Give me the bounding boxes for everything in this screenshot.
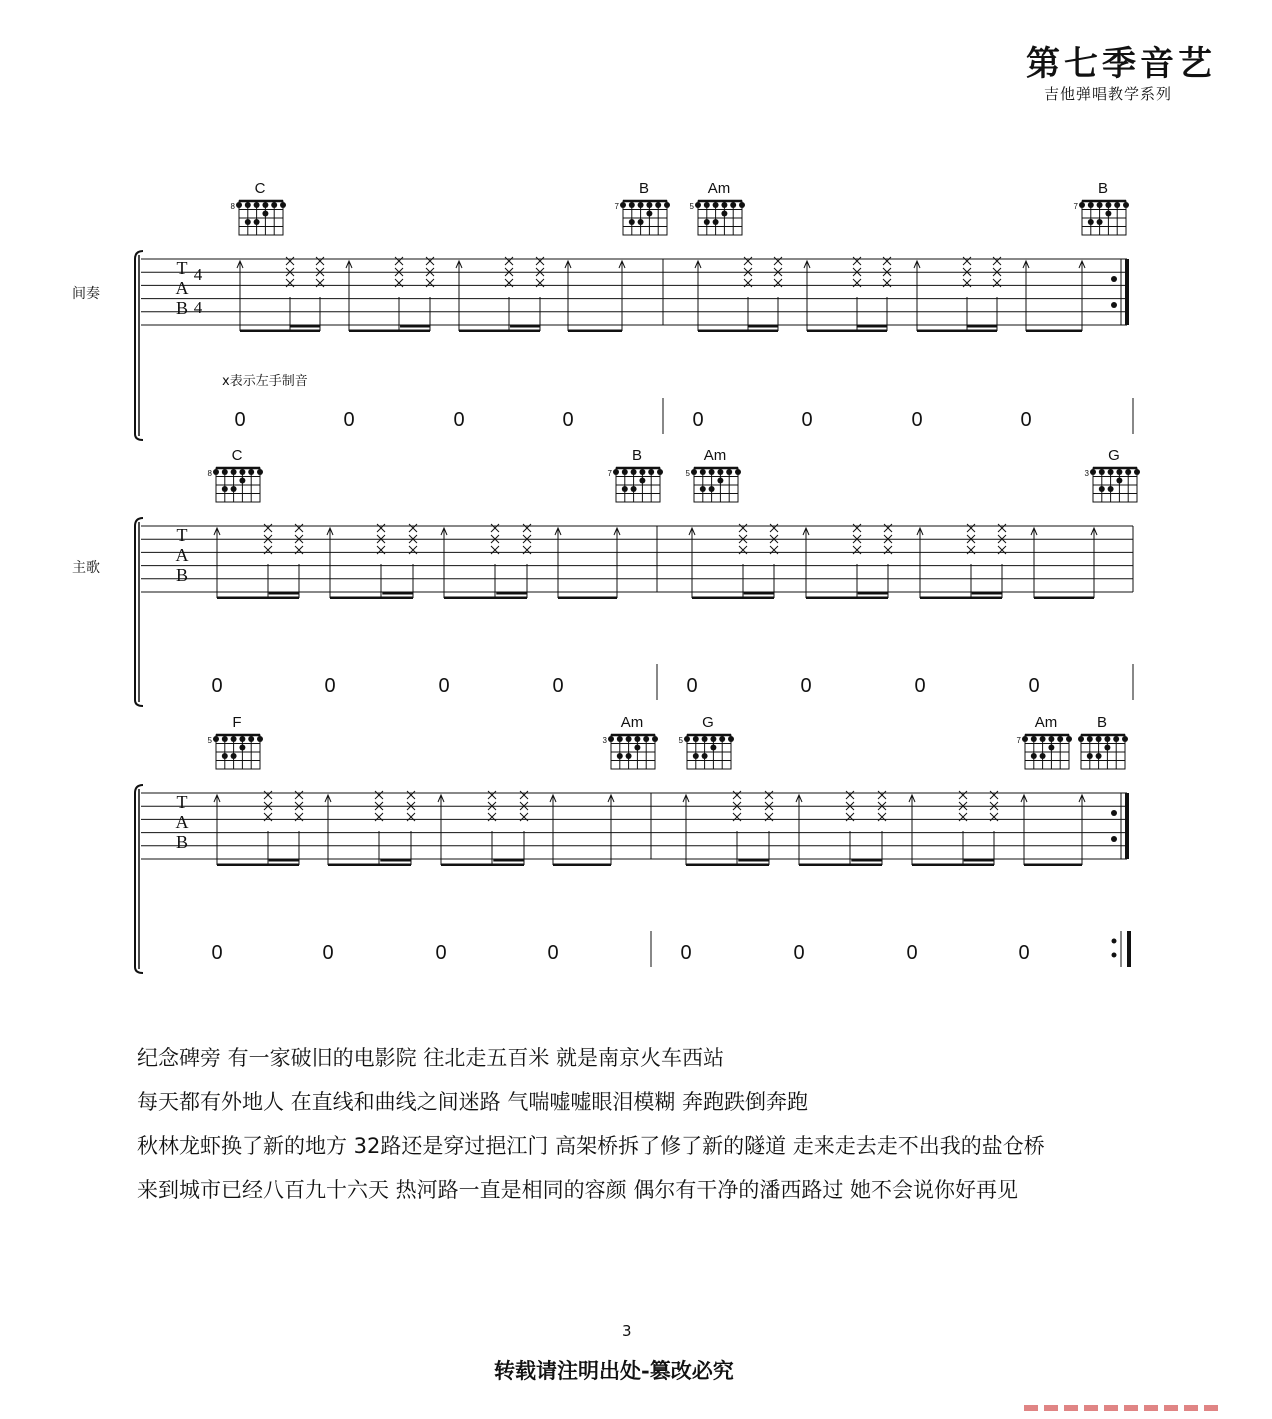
time-signature-top: 4 — [193, 265, 203, 284]
finger-dot — [622, 486, 628, 492]
mute-x-mark — [846, 791, 854, 799]
mute-x-mark — [884, 524, 892, 532]
mute-x-mark — [264, 791, 272, 799]
tab-letter: B — [175, 832, 189, 852]
finger-dot — [646, 202, 652, 208]
mute-x-mark — [963, 257, 971, 265]
finger-dot — [652, 736, 658, 742]
rhythm-count: 0 — [1028, 675, 1040, 697]
finger-dot — [1031, 736, 1037, 742]
finger-dot — [231, 486, 237, 492]
mute-x-mark — [878, 791, 886, 799]
finger-dot — [1078, 736, 1084, 742]
beam-secondary — [964, 859, 994, 862]
finger-dot — [280, 202, 286, 208]
mute-x-mark — [407, 791, 415, 799]
finger-dot — [1087, 753, 1093, 759]
chord-name: Am — [620, 714, 644, 731]
finger-dot — [717, 469, 723, 475]
beam — [807, 330, 887, 333]
mute-x-mark — [286, 257, 294, 265]
beam — [558, 597, 617, 600]
finger-dot — [617, 753, 623, 759]
finger-dot — [1096, 736, 1102, 742]
finger-dot — [1104, 745, 1110, 751]
finger-dot — [222, 469, 228, 475]
finger-dot — [1108, 486, 1114, 492]
chord-diagram — [603, 735, 658, 769]
finger-dot — [1066, 736, 1072, 742]
finger-dot — [717, 478, 723, 484]
beam — [553, 864, 611, 867]
beam — [920, 597, 1002, 600]
finger-dot — [1040, 753, 1046, 759]
mute-x-mark — [395, 257, 403, 265]
finger-dot — [638, 219, 644, 225]
chord-name: C — [254, 180, 266, 197]
finger-dot — [1114, 202, 1120, 208]
beam — [568, 330, 622, 333]
finger-dot — [646, 211, 652, 217]
beam-secondary — [382, 592, 413, 595]
repeat-dot — [1112, 939, 1117, 944]
finger-dot — [1099, 469, 1105, 475]
rhythm-count: 0 — [324, 675, 336, 697]
fret-number: 8 — [207, 469, 212, 478]
tab-letter: A — [175, 545, 189, 565]
mute-x-mark — [505, 257, 513, 265]
chord-diagram — [615, 201, 670, 235]
finger-dot — [222, 486, 228, 492]
rhythm-count: 0 — [1020, 409, 1032, 431]
section-label: 间奏 — [72, 286, 100, 302]
mute-x-mark — [774, 257, 782, 265]
mute-x-mark — [491, 524, 499, 532]
tab-letter: A — [175, 278, 189, 298]
mute-x-mark — [959, 791, 967, 799]
finger-dot — [735, 469, 741, 475]
rhythm-count: 0 — [800, 675, 812, 697]
finger-dot — [638, 202, 644, 208]
rhythm-count: 0 — [801, 409, 813, 431]
fret-number: 7 — [1016, 736, 1021, 745]
section-label: 主歌 — [72, 560, 100, 576]
rhythm-count: 0 — [906, 942, 918, 964]
finger-dot — [239, 736, 245, 742]
finger-dot — [639, 478, 645, 484]
chord-name: B — [631, 447, 643, 464]
chord-name: B — [1097, 180, 1109, 197]
lyric-line: 来到城市已经八百九十六天 热河路一直是相同的容颜 偶尔有干净的潘西路过 她不会说你好再见 — [137, 1178, 1019, 1202]
chord-diagram — [679, 735, 734, 769]
finger-dot — [1096, 753, 1102, 759]
chord-diagram — [608, 468, 663, 502]
mute-x-mark — [409, 524, 417, 532]
mute-x-mark — [295, 791, 303, 799]
repeat-dot — [1111, 276, 1117, 282]
lyrics-block — [137, 1036, 1045, 1212]
beam — [240, 330, 320, 333]
finger-dot — [700, 486, 706, 492]
mute-x-mark — [520, 791, 528, 799]
finger-dot — [1057, 736, 1063, 742]
finger-dot — [1116, 469, 1122, 475]
finger-dot — [617, 736, 623, 742]
finger-dot — [231, 736, 237, 742]
finger-dot — [262, 202, 268, 208]
finger-dot — [1125, 469, 1131, 475]
repeat-dot — [1111, 836, 1117, 842]
finger-dot — [1123, 202, 1129, 208]
beam — [1034, 597, 1094, 600]
finger-dot — [257, 469, 263, 475]
corner-watermark — [1024, 1405, 1220, 1411]
finger-dot — [262, 211, 268, 217]
rhythm-count: 0 — [234, 409, 246, 431]
finger-dot — [613, 469, 619, 475]
fret-number: 5 — [685, 469, 690, 478]
finger-dot — [704, 219, 710, 225]
rhythm-count: 0 — [435, 942, 447, 964]
chord-diagram — [1078, 735, 1128, 769]
chord-name: F — [232, 714, 242, 731]
finger-dot — [704, 202, 710, 208]
finger-dot — [222, 753, 228, 759]
finger-dot — [1079, 202, 1085, 208]
tab-letter: B — [175, 298, 189, 318]
mute-x-mark — [998, 524, 1006, 532]
finger-dot — [1116, 478, 1122, 484]
finger-dot — [721, 211, 727, 217]
rhythm-count: 0 — [914, 675, 926, 697]
beam — [917, 330, 997, 333]
beam — [912, 864, 994, 867]
finger-dot — [1048, 745, 1054, 751]
finger-dot — [239, 469, 245, 475]
repeat-dot — [1111, 302, 1117, 308]
finger-dot — [239, 478, 245, 484]
tab-letter: T — [176, 792, 188, 812]
beam-secondary — [496, 592, 527, 595]
finger-dot — [1097, 219, 1103, 225]
fret-number: 7 — [607, 469, 612, 478]
fret-number: 7 — [614, 202, 619, 211]
chord-diagram — [1017, 735, 1072, 769]
beam-secondary — [748, 325, 778, 328]
beam-secondary — [269, 592, 299, 595]
mute-x-mark — [426, 257, 434, 265]
lyric-line: 每天都有外地人 在直线和曲线之间迷路 气喘嘘嘘眼泪模糊 奔跑跌倒奔跑 — [137, 1090, 809, 1114]
beam-secondary — [290, 325, 320, 328]
finger-dot — [245, 219, 251, 225]
finger-dot — [655, 202, 661, 208]
finger-dot — [236, 202, 242, 208]
beam — [217, 864, 299, 867]
beam-secondary — [858, 592, 888, 595]
rhythm-count: 0 — [438, 675, 450, 697]
repeat-dot — [1112, 953, 1117, 958]
finger-dot — [1108, 469, 1114, 475]
mute-x-mark — [316, 257, 324, 265]
finger-dot — [248, 736, 254, 742]
finger-dot — [1104, 736, 1110, 742]
finger-dot — [721, 202, 727, 208]
finger-dot — [643, 736, 649, 742]
finger-dot — [693, 753, 699, 759]
finger-dot — [239, 745, 245, 751]
mute-x-mark — [993, 257, 1001, 265]
tab-letter: A — [175, 812, 189, 832]
rhythm-count: 0 — [453, 409, 465, 431]
beam — [330, 597, 413, 600]
beam-secondary — [738, 859, 769, 862]
copyright-footer: 转载请注明出处-篡改必究 — [494, 1358, 734, 1383]
mute-x-mark — [739, 524, 747, 532]
repeat-thick-line — [1125, 259, 1129, 325]
finger-dot — [639, 469, 645, 475]
rhythm-count: 0 — [343, 409, 355, 431]
beam-secondary — [967, 325, 997, 328]
mute-x-mark — [883, 257, 891, 265]
mute-x-mark — [744, 257, 752, 265]
finger-dot — [664, 202, 670, 208]
finger-dot — [622, 469, 628, 475]
beam-secondary — [972, 592, 1002, 595]
finger-dot — [713, 202, 719, 208]
chord-diagram — [1085, 468, 1140, 502]
finger-dot — [1113, 736, 1119, 742]
chord-name: B — [1096, 714, 1108, 731]
finger-dot — [728, 736, 734, 742]
beam-secondary — [857, 325, 887, 328]
beam — [698, 330, 778, 333]
chord-name: G — [1108, 447, 1120, 464]
chord-name: G — [702, 714, 714, 731]
finger-dot — [222, 736, 228, 742]
mute-x-mark — [295, 524, 303, 532]
finger-dot — [693, 736, 699, 742]
finger-dot — [1022, 736, 1028, 742]
lyric-line: 秋林龙虾换了新的地方 32路还是穿过挹江门 高架桥拆了修了新的隧道 走来走去走不出我的盐仓桥 — [137, 1134, 1045, 1158]
mute-x-mark — [264, 524, 272, 532]
count-final-bar — [1127, 931, 1131, 967]
finger-dot — [726, 469, 732, 475]
finger-dot — [631, 469, 637, 475]
fret-number: 3 — [1084, 469, 1089, 478]
mute-x-mark — [765, 791, 773, 799]
finger-dot — [719, 736, 725, 742]
finger-dot — [1040, 736, 1046, 742]
fret-number: 8 — [230, 202, 235, 211]
beam — [686, 864, 769, 867]
page-number: 3 — [622, 1322, 632, 1340]
beam-secondary — [510, 325, 540, 328]
beam — [328, 864, 411, 867]
chord-name: B — [638, 180, 650, 197]
repeat-thick-line — [1125, 793, 1129, 859]
chord-diagram — [208, 468, 263, 502]
chord-name: Am — [707, 180, 731, 197]
beam — [1024, 864, 1082, 867]
beam-secondary — [493, 859, 524, 862]
rhythm-count: 0 — [562, 409, 574, 431]
finger-dot — [1105, 211, 1111, 217]
time-signature-bottom: 4 — [193, 298, 203, 317]
technique-note: x表示左手制音 — [222, 374, 308, 389]
rhythm-count: 0 — [680, 942, 692, 964]
finger-dot — [709, 486, 715, 492]
finger-dot — [245, 202, 251, 208]
mute-x-mark — [523, 524, 531, 532]
tab-letter: B — [175, 565, 189, 585]
finger-dot — [710, 736, 716, 742]
finger-dot — [1048, 736, 1054, 742]
beam — [1026, 330, 1082, 333]
rhythm-count: 0 — [552, 675, 564, 697]
finger-dot — [1134, 469, 1140, 475]
chord-diagram — [690, 201, 745, 235]
finger-dot — [1087, 736, 1093, 742]
tab-letter: T — [176, 258, 188, 278]
rhythm-count: 0 — [793, 942, 805, 964]
finger-dot — [626, 736, 632, 742]
rhythm-count: 0 — [1018, 942, 1030, 964]
finger-dot — [1099, 486, 1105, 492]
brand-title: 第七季音艺 — [1026, 44, 1216, 84]
finger-dot — [1031, 753, 1037, 759]
beam-secondary — [269, 859, 299, 862]
finger-dot — [231, 469, 237, 475]
chord-diagram — [686, 468, 741, 502]
mute-x-mark — [377, 524, 385, 532]
finger-dot — [695, 202, 701, 208]
beam — [444, 597, 527, 600]
mute-x-mark — [733, 791, 741, 799]
finger-dot — [631, 486, 637, 492]
rhythm-count: 0 — [322, 942, 334, 964]
mute-x-mark — [853, 257, 861, 265]
finger-dot — [691, 469, 697, 475]
mute-x-mark — [990, 791, 998, 799]
repeat-dot — [1111, 810, 1117, 816]
finger-dot — [713, 219, 719, 225]
mute-x-mark — [770, 524, 778, 532]
finger-dot — [257, 736, 263, 742]
finger-dot — [231, 753, 237, 759]
finger-dot — [271, 202, 277, 208]
rhythm-count: 0 — [211, 675, 223, 697]
finger-dot — [684, 736, 690, 742]
beam — [799, 864, 882, 867]
beam-secondary — [380, 859, 411, 862]
rhythm-count: 0 — [911, 409, 923, 431]
finger-dot — [1090, 469, 1096, 475]
mute-x-mark — [488, 791, 496, 799]
lyric-line: 纪念碑旁 有一家破旧的电影院 往北走五百米 就是南京火车西站 — [137, 1046, 725, 1070]
finger-dot — [1088, 219, 1094, 225]
finger-dot — [629, 219, 635, 225]
chord-name: Am — [703, 447, 727, 464]
finger-dot — [248, 469, 254, 475]
finger-dot — [620, 202, 626, 208]
finger-dot — [648, 469, 654, 475]
finger-dot — [213, 469, 219, 475]
mute-x-mark — [853, 524, 861, 532]
finger-dot — [254, 202, 260, 208]
beam — [459, 330, 540, 333]
fret-number: 5 — [207, 736, 212, 745]
beam — [349, 330, 430, 333]
rhythm-count: 0 — [686, 675, 698, 697]
beam-secondary — [400, 325, 430, 328]
finger-dot — [730, 202, 736, 208]
chord-diagram — [1074, 201, 1129, 235]
finger-dot — [1097, 202, 1103, 208]
finger-dot — [634, 736, 640, 742]
beam — [441, 864, 524, 867]
fret-number: 5 — [689, 202, 694, 211]
chord-diagram — [231, 201, 286, 235]
finger-dot — [702, 736, 708, 742]
finger-dot — [709, 469, 715, 475]
chord-diagram — [208, 735, 263, 769]
finger-dot — [254, 219, 260, 225]
fret-number: 5 — [678, 736, 683, 745]
finger-dot — [1105, 202, 1111, 208]
finger-dot — [710, 745, 716, 751]
beam — [692, 597, 774, 600]
brand-subtitle: 吉他弹唱教学系列 — [1044, 85, 1173, 103]
finger-dot — [629, 202, 635, 208]
fret-number: 7 — [1073, 202, 1078, 211]
finger-dot — [1122, 736, 1128, 742]
tab-letter: T — [176, 525, 188, 545]
beam — [806, 597, 888, 600]
finger-dot — [702, 753, 708, 759]
finger-dot — [608, 736, 614, 742]
finger-dot — [700, 469, 706, 475]
beam — [217, 597, 299, 600]
mute-x-mark — [536, 257, 544, 265]
chord-name: C — [231, 447, 243, 464]
fret-number: 3 — [602, 736, 607, 745]
finger-dot — [657, 469, 663, 475]
mute-x-mark — [375, 791, 383, 799]
beam-secondary — [744, 592, 774, 595]
finger-dot — [739, 202, 745, 208]
finger-dot — [634, 745, 640, 751]
finger-dot — [1088, 202, 1094, 208]
beam-secondary — [851, 859, 882, 862]
rhythm-count: 0 — [211, 942, 223, 964]
mute-x-mark — [967, 524, 975, 532]
finger-dot — [626, 753, 632, 759]
chord-name: Am — [1034, 714, 1058, 731]
rhythm-count: 0 — [547, 942, 559, 964]
finger-dot — [213, 736, 219, 742]
rhythm-count: 0 — [692, 409, 704, 431]
